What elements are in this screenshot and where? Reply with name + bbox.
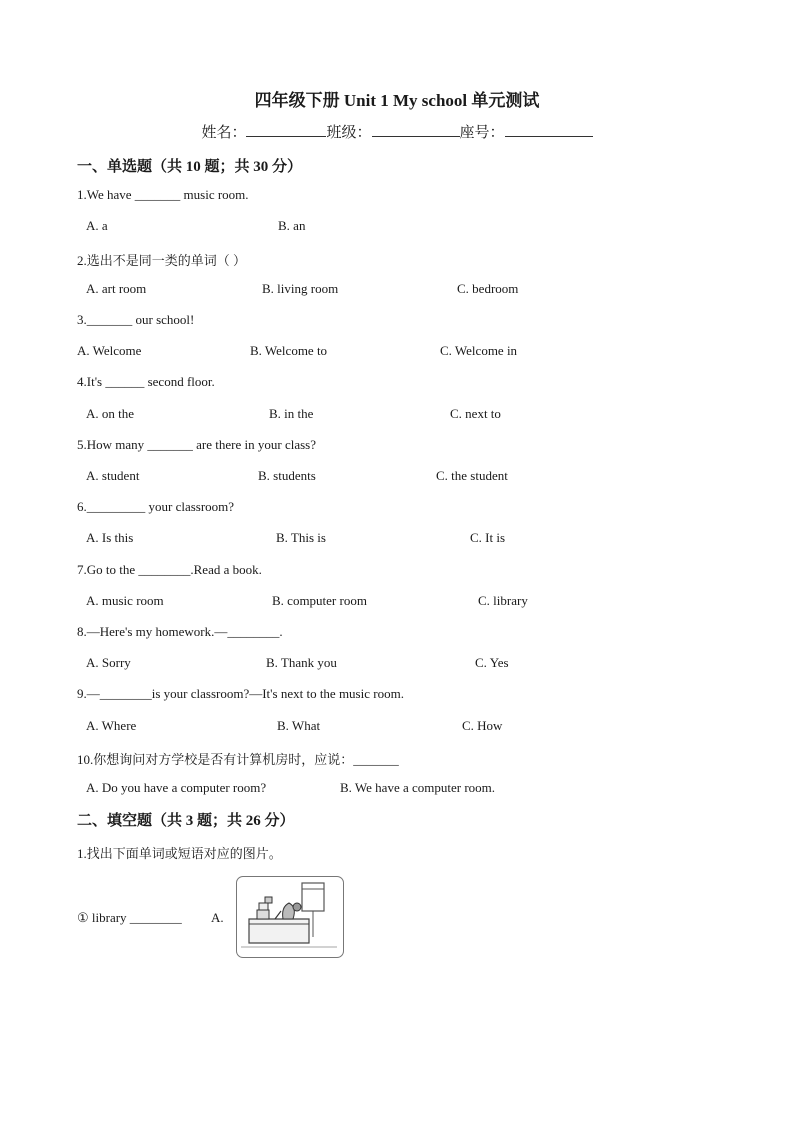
seat-label: 座号： xyxy=(459,125,505,141)
q8-option-c[interactable]: C. Yes xyxy=(475,655,509,670)
q4-option-c[interactable]: C. next to xyxy=(450,406,501,421)
question-10: 10.你想询问对方学校是否有计算机房时，应说：_______ xyxy=(77,752,399,767)
name-blank[interactable] xyxy=(246,122,326,137)
seat-blank[interactable] xyxy=(505,122,593,137)
library-desk-picture xyxy=(236,876,344,958)
q5-option-b[interactable]: B. students xyxy=(258,468,316,483)
question-6: 6._________ your classroom? xyxy=(77,499,235,514)
question-4: 4.It's ______ second floor. xyxy=(77,374,215,389)
q2-option-a[interactable]: A. art room xyxy=(86,281,147,296)
q2-option-c[interactable]: C. bedroom xyxy=(457,281,519,296)
q3-option-b[interactable]: B. Welcome to xyxy=(250,343,328,358)
question-3: 3._______ our school! xyxy=(77,312,195,327)
q6-option-a[interactable]: A. Is this xyxy=(86,530,134,545)
fill-question-1: 1.找出下面单词或短语对应的图片。 xyxy=(77,846,282,861)
q8-option-b[interactable]: B. Thank you xyxy=(266,655,337,670)
q4-option-b[interactable]: B. in the xyxy=(269,406,314,421)
q5-option-a[interactable]: A. student xyxy=(86,468,140,483)
q6-option-b[interactable]: B. This is xyxy=(276,530,326,545)
question-8: 8.—Here's my homework.—________. xyxy=(77,624,283,639)
q3-option-c[interactable]: C. Welcome in xyxy=(440,343,518,358)
q4-option-a[interactable]: A. on the xyxy=(86,406,135,421)
q7-option-a[interactable]: A. music room xyxy=(86,593,164,608)
q5-option-c[interactable]: C. the student xyxy=(436,468,508,483)
fill-item-library[interactable]: ① library ________ xyxy=(77,910,182,925)
q1-option-a[interactable]: A. a xyxy=(86,218,108,233)
q9-option-c[interactable]: C. How xyxy=(462,718,503,733)
name-label: 姓名： xyxy=(201,125,247,141)
q7-option-b[interactable]: B. computer room xyxy=(272,593,367,608)
q10-option-a[interactable]: A. Do you have a computer room? xyxy=(86,780,267,795)
q2-option-b[interactable]: B. living room xyxy=(262,281,339,296)
q10-option-b[interactable]: B. We have a computer room. xyxy=(340,780,496,795)
section-1-heading: 一、单选题（共 10 题；共 30 分） xyxy=(77,159,303,175)
q7-option-c[interactable]: C. library xyxy=(478,593,528,608)
q1-option-b[interactable]: B. an xyxy=(278,218,306,233)
page-title: 四年级下册 Unit 1 My school 单元测试 xyxy=(254,91,540,110)
student-info-line xyxy=(0,121,794,142)
picture-a-label: A. xyxy=(211,910,224,925)
question-1: 1.We have _______ music room. xyxy=(77,187,249,202)
question-5: 5.How many _______ are there in your class? xyxy=(77,437,316,452)
desk-with-books-icon xyxy=(237,877,342,956)
class-label: 班级： xyxy=(326,125,372,141)
class-blank[interactable] xyxy=(372,122,460,137)
section-2-heading: 二、填空题（共 3 题；共 26 分） xyxy=(77,813,295,829)
question-9: 9.—________is your classroom?—It's next to the music room. xyxy=(77,686,404,701)
q6-option-c[interactable]: C. It is xyxy=(470,530,506,545)
q9-option-b[interactable]: B. What xyxy=(277,718,321,733)
question-2: 2.选出不是同一类的单词（ ） xyxy=(77,253,247,268)
q3-option-a[interactable]: A. Welcome xyxy=(77,343,142,358)
question-7: 7.Go to the ________.Read a book. xyxy=(77,562,262,577)
q8-option-a[interactable]: A. Sorry xyxy=(86,655,131,670)
q9-option-a[interactable]: A. Where xyxy=(86,718,137,733)
